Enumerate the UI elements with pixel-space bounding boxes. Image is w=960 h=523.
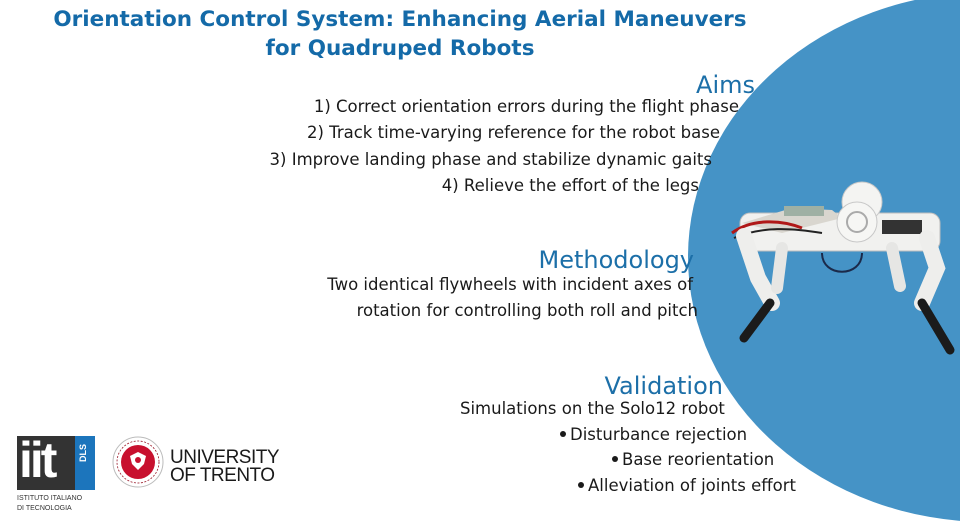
methodology-heading: Methodology xyxy=(538,246,694,274)
university-seal-icon xyxy=(112,436,164,488)
iit-caption-line-1: ISTITUTO ITALIANO xyxy=(17,495,83,502)
aims-item-4: 4) Relieve the effort of the legs xyxy=(441,176,699,195)
validation-bullet-2-text: Base reorientation xyxy=(622,450,775,469)
bullet-icon xyxy=(578,482,584,488)
iit-logo xyxy=(17,432,95,490)
aims-item-2: 2) Track time-varying reference for the robot base xyxy=(307,123,720,142)
validation-bullet-1 xyxy=(560,425,747,445)
validation-bullet-2 xyxy=(612,450,774,470)
unitn-line-1: UNIVERSITY xyxy=(170,447,280,468)
quadruped-robot-image xyxy=(722,178,958,363)
title-line-1: Orientation Control System: Enhancing Aerial Maneuvers xyxy=(53,7,747,32)
validation-bullet-1-text: Disturbance rejection xyxy=(570,425,748,444)
methodology-line-1: Two identical flywheels with incident axes of xyxy=(327,275,693,294)
validation-heading: Validation xyxy=(604,372,723,400)
title-line-2: for Quadruped Robots xyxy=(265,36,535,61)
iit-logo-caption xyxy=(17,494,82,514)
validation-bullet-3 xyxy=(578,476,796,496)
aims-heading: Aims xyxy=(696,71,755,99)
validation-bullet-3-text: Alleviation of joints effort xyxy=(588,476,796,495)
validation-intro: Simulations on the Solo12 robot xyxy=(460,399,725,418)
iit-logo-mark: iit xyxy=(19,432,55,488)
unitn-line-2: OF TRENTO xyxy=(170,465,275,486)
aims-item-1: 1) Correct orientation errors during the flight phase xyxy=(313,97,739,116)
iit-logo-dls-badge: DLS xyxy=(78,444,88,462)
page-title xyxy=(0,5,800,63)
bullet-icon xyxy=(560,431,566,437)
aims-item-3: 3) Improve landing phase and stabilize dynamic gaits xyxy=(269,150,712,169)
university-of-trento-logo xyxy=(170,449,279,485)
methodology-line-2: rotation for controlling both roll and pitch xyxy=(356,301,698,320)
bullet-icon xyxy=(612,456,618,462)
iit-caption-line-2: DI TECNOLOGIA xyxy=(17,505,72,512)
